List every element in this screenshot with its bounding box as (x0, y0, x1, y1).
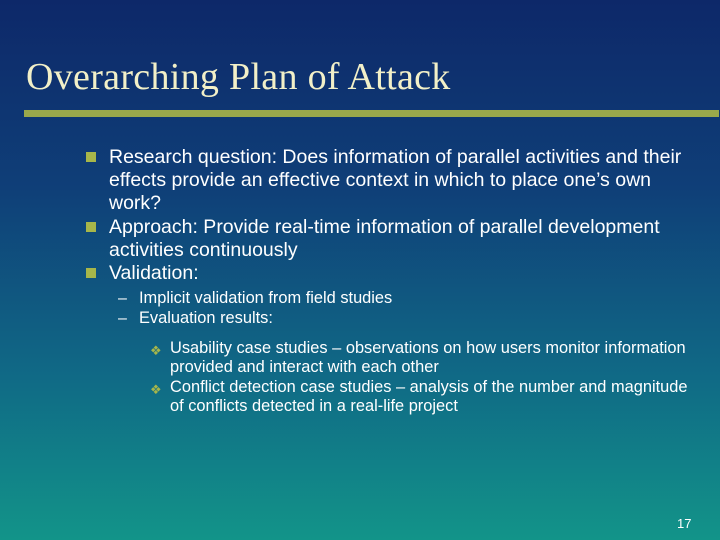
bullet-text: Approach: Provide real-time information of parallel development activities continuously (109, 215, 660, 261)
sub-sub-bullet-conflict-detection (150, 377, 700, 417)
sub-bullet-evaluation-results (118, 308, 700, 417)
evaluation-sublist (32, 339, 700, 417)
bullet-text: Research question: Does information of parallel activities and their effects provide an effective context in which to place one’s own work? (109, 146, 682, 215)
square-bullet-icon (86, 222, 96, 232)
dash-bullet-icon: – (118, 290, 127, 308)
bullet-approach (0, 216, 720, 262)
sub-bullet-text: Evaluation results: (139, 308, 273, 327)
title-divider (24, 110, 719, 117)
diamond-bullet-icon: ❖ (150, 381, 162, 397)
dash-bullet-icon: – (118, 309, 127, 327)
square-bullet-icon (86, 152, 96, 162)
page-number: 17 (677, 516, 692, 531)
bullet-research-question (0, 146, 720, 216)
square-bullet-icon (86, 268, 96, 278)
sub-bullet-text: Implicit validation from field studies (139, 289, 393, 308)
sub-bullet-implicit-validation (118, 289, 700, 308)
sub-sub-bullet-usability (150, 339, 700, 378)
bullet-text: Validation: (109, 262, 199, 285)
diamond-bullet-icon: ❖ (150, 343, 162, 359)
bullet-list (0, 146, 720, 417)
slide-title: Overarching Plan of Attack (26, 56, 451, 98)
bullet-validation (0, 262, 720, 417)
validation-sublist (2, 289, 700, 416)
sub-sub-bullet-text: Usability case studies – observations on how users monitor information provided and interact with each other (170, 339, 686, 377)
sub-sub-bullet-text: Conflict detection case studies – analysis of the number and magnitude of conflicts detected in a real-life project (170, 377, 688, 416)
